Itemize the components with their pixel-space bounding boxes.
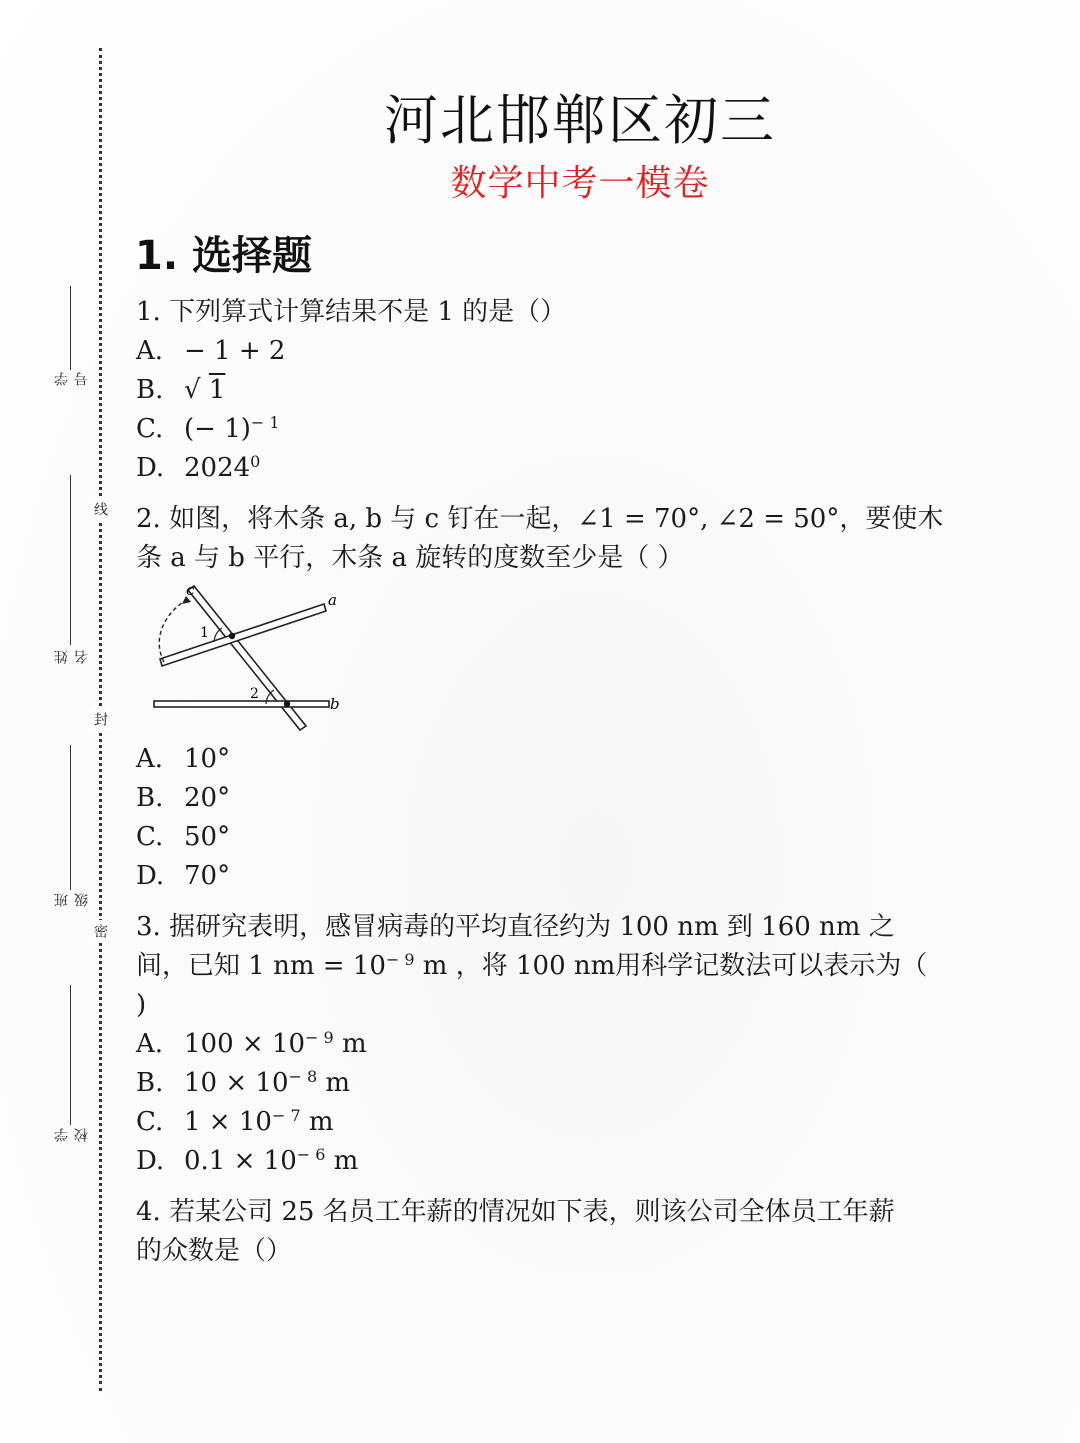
option-letter: B. (136, 375, 164, 405)
option-text: 70° (184, 861, 231, 891)
section-heading: 1. 选择题 (135, 233, 312, 279)
option-letter: C. (136, 414, 164, 444)
question-1-option-b (136, 371, 956, 410)
option-letter: C. (136, 822, 164, 852)
option-letter: B. (136, 783, 164, 813)
option-text: 10° (184, 744, 231, 774)
question-1-option-c (136, 410, 956, 449)
stem-exponent: − 9 (385, 950, 415, 969)
question-list (136, 293, 956, 1271)
option-unit: m (325, 1146, 359, 1176)
question-3-stem-line-2 (136, 947, 956, 986)
question-3-option-a (136, 1025, 956, 1064)
question-3-option-c (136, 1103, 956, 1142)
name-label: 姓名 (54, 650, 90, 664)
option-letter: D. (136, 453, 165, 483)
question-3 (136, 908, 956, 1181)
question-1-stem: 1. 下列算式计算结果不是 1 的是（） (136, 297, 567, 327)
option-text: (− 1) (184, 414, 251, 444)
option-text: 0.1 × 10 (184, 1146, 297, 1176)
student-id-line (70, 286, 71, 370)
option-letter: A. (136, 1029, 164, 1059)
nail-1 (229, 633, 235, 639)
wood-strips-diagram (144, 584, 344, 732)
question-4-stem-line-1: 4. 若某公司 25 名员工年薪的情况如下表，则该公司全体员工年薪 (136, 1197, 895, 1227)
option-text: 1 (208, 375, 226, 405)
option-exponent: − 9 (305, 1028, 334, 1047)
question-2-option-a (136, 740, 956, 779)
question-2-option-b (136, 779, 956, 818)
option-exponent: − 1 (250, 413, 280, 432)
strip-c (188, 586, 306, 730)
stem-text: 间，已知 1 nm = 10 (136, 951, 386, 981)
option-text: 50° (184, 822, 231, 852)
option-text: 20° (184, 783, 231, 813)
label-b: b (330, 695, 340, 713)
class-label: 班级 (54, 893, 90, 907)
question-2-option-c (136, 818, 956, 857)
question-3-option-d (136, 1142, 956, 1181)
question-4 (136, 1193, 956, 1271)
student-id-label: 学号 (54, 372, 90, 386)
option-letter: B. (136, 1068, 164, 1098)
stem-text-tail: m ，将 100 nm用科学记数法可以表示为（ (414, 951, 928, 981)
sqrt-symbol: √ (184, 375, 201, 405)
label-c: c (186, 584, 195, 599)
question-1-option-a (136, 332, 956, 371)
binding-char-xian: 线 (90, 498, 110, 520)
option-exponent: − 8 (288, 1067, 318, 1086)
option-letter: C. (136, 1107, 164, 1137)
question-3-stem-line-3: ) (136, 990, 147, 1020)
document-subtitle: 数学中考一模卷 (450, 163, 710, 204)
question-3-option-b (136, 1064, 956, 1103)
option-letter: A. (136, 336, 164, 366)
option-text: 2024 (184, 453, 251, 483)
name-line (70, 475, 71, 645)
school-label: 学校 (54, 1128, 90, 1142)
label-a: a (328, 591, 337, 609)
question-2 (136, 500, 956, 896)
question-2-figure (144, 584, 344, 732)
option-exponent: 0 (250, 452, 261, 471)
option-letter: D. (136, 861, 165, 891)
binding-char-mi: 密 (90, 920, 110, 942)
question-2-stem-line-2: 条 a 与 b 平行，木条 a 旋转的度数至少是（ ） (136, 543, 684, 573)
option-unit: m (317, 1068, 351, 1098)
option-text: 10 × 10 (184, 1068, 289, 1098)
option-unit: m (300, 1107, 334, 1137)
question-1-option-d (136, 449, 956, 488)
option-exponent: − 6 (296, 1145, 326, 1164)
question-2-option-d (136, 857, 956, 896)
nail-2 (284, 701, 290, 707)
label-angle-2: 2 (250, 686, 259, 702)
option-text: 100 × 10 (184, 1029, 306, 1059)
document-title: 河北邯郸区初三 (384, 89, 776, 152)
label-angle-1: 1 (200, 625, 209, 641)
option-letter: A. (136, 744, 164, 774)
question-1 (136, 293, 956, 488)
option-letter: D. (136, 1146, 165, 1176)
binding-char-feng: 封 (90, 708, 110, 730)
strip-b (154, 701, 329, 707)
question-4-stem-line-2: 的众数是（） (136, 1236, 293, 1266)
option-text: − 1 + 2 (184, 336, 286, 366)
option-unit: m (333, 1029, 367, 1059)
option-exponent: − 7 (271, 1106, 301, 1125)
class-line (70, 745, 71, 890)
school-line (70, 985, 71, 1125)
question-2-stem-line-1: 2. 如图，将木条 a, b 与 c 钉在一起，∠1 = 70°, ∠2 = 50°，要使木 (136, 504, 944, 534)
option-text: 1 × 10 (184, 1107, 272, 1137)
question-3-stem-line-1: 3. 据研究表明，感冒病毒的平均直径约为 100 nm 到 160 nm 之 (136, 912, 895, 942)
